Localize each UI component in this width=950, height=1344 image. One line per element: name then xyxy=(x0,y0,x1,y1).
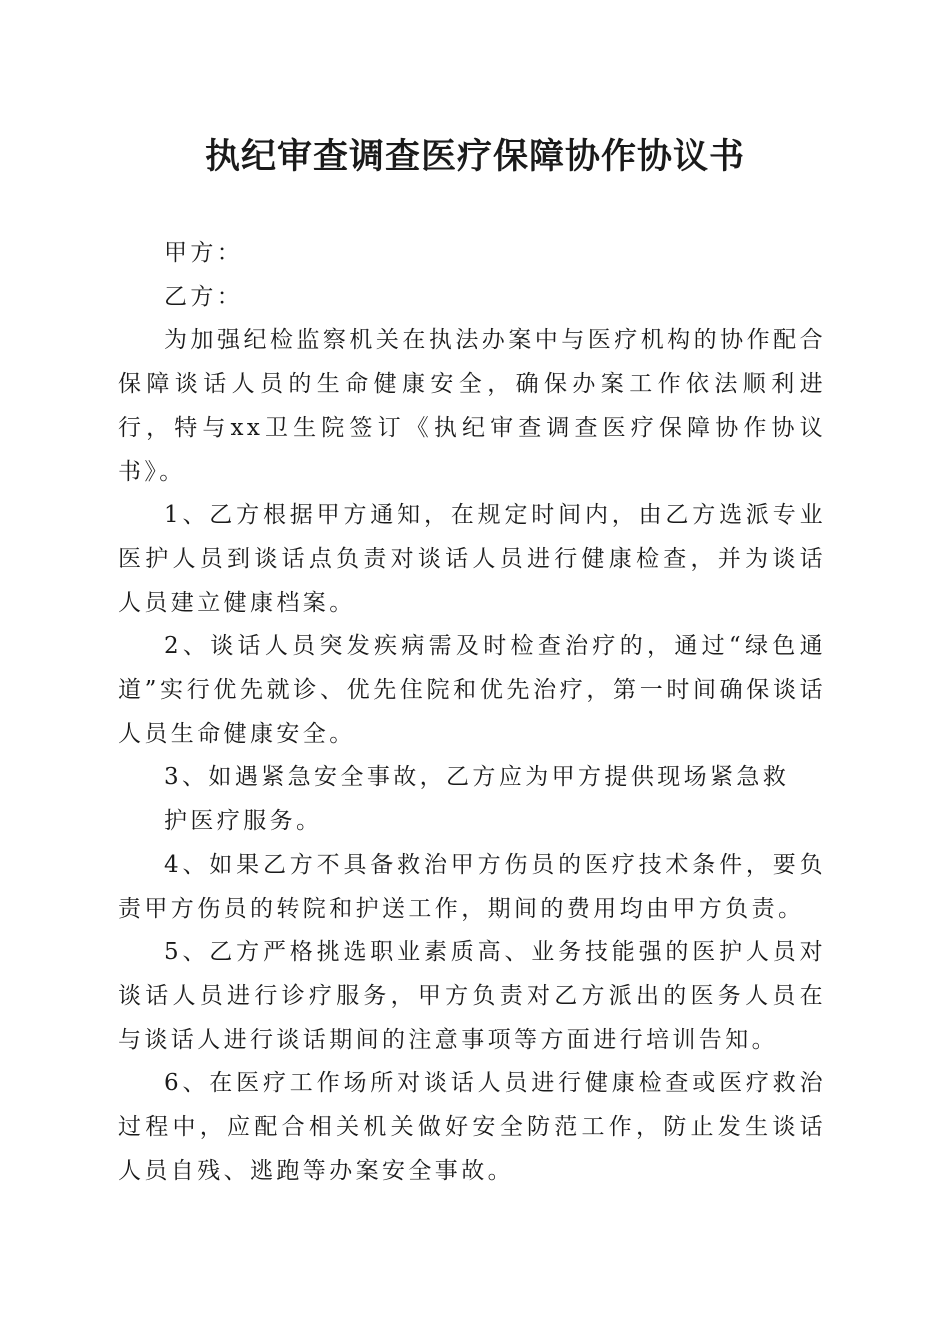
intro-paragraph: 为加强纪检监察机关在执法办案中与医疗机构的协作配合保障谈话人员的生命健康安全，确保办案工作依法顺利进行，特与xx卫生院签订《执纪审查调查医疗保障协作协议书》。 xyxy=(118,327,826,485)
party-b-line: 乙方： xyxy=(164,283,244,310)
clause-4: 4、如果乙方不具备救治甲方伤员的医疗技术条件，要负责甲方伤员的转院和护送工作，期间的费用均由甲方负责。 xyxy=(118,851,826,922)
document-body xyxy=(118,232,826,1193)
clause-3-line-1: 3、如遇紧急安全事故，乙方应为甲方提供现场紧急救 xyxy=(164,764,790,791)
clause-3-line-2: 护医疗服务。 xyxy=(164,808,323,835)
clause-6: 6、在医疗工作场所对谈话人员进行健康检查或医疗救治过程中，应配合相关机关做好安全防范工作，防止发生谈话人员自残、逃跑等办案安全事故。 xyxy=(118,1070,826,1184)
document-title: 执纪审查调查医疗保障协作协议书 xyxy=(204,136,745,177)
clause-5: 5、乙方严格挑选职业素质高、业务技能强的医护人员对谈话人员进行诊疗服务，甲方负责对乙方派出的医务人员在与谈话人进行谈话期间的注意事项等方面进行培训告知。 xyxy=(118,939,826,1053)
party-a-line: 甲方： xyxy=(164,240,244,266)
clause-1: 1、乙方根据甲方通知，在规定时间内，由乙方选派专业医护人员到谈话点负责对谈话人员进行健康检查，并为谈话人员建立健康档案。 xyxy=(118,502,826,616)
clause-2: 2、谈话人员突发疾病需及时检查治疗的，通过“绿色通道”实行优先就诊、优先住院和优先治疗，第一时间确保谈话人员生命健康安全。 xyxy=(118,633,826,747)
